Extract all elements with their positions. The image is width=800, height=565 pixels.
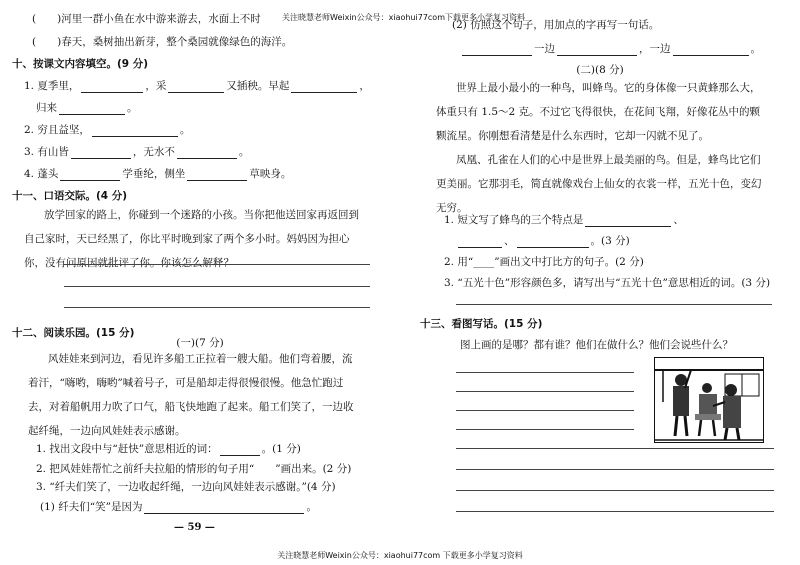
- reading-1-question-2: 2. 把风娃娃帮忙之前纤夫拉船的情形的句子用“ ”画出来。(2 分): [36, 463, 352, 475]
- subsection-1-title: (一)(7 分): [176, 337, 224, 349]
- footer-watermark: 关注晓慧老师Weixin公众号：xiaohui77com 下载更多小学复习资料: [277, 551, 523, 560]
- question-fish: ( )河里一群小鱼在水中游来游去，水面上不时: [32, 13, 261, 25]
- blank[interactable]: [517, 236, 589, 248]
- writing-line[interactable]: [456, 469, 774, 470]
- reading-2-question-2: 2. 用“____”画出文中打比方的句子。(2 分): [444, 256, 644, 268]
- blank[interactable]: [168, 81, 224, 93]
- section-12-title: 十二、阅读乐园。(15 分): [12, 327, 135, 339]
- blank[interactable]: [462, 44, 532, 56]
- answer-line[interactable]: [456, 304, 772, 305]
- fill-4: 4. 蓬头 学垂纶，侧坐 草映身。: [24, 168, 292, 180]
- watermark-top: 关注晓慧老师Weixin公众号：xiaohui77com下载更多小学复习资料: [282, 13, 525, 22]
- reading-2-question-1-cont: 、 。(3 分): [456, 234, 630, 248]
- blank[interactable]: [458, 236, 502, 248]
- writing-line[interactable]: [456, 511, 774, 512]
- section-13-prompt: 图上画的是哪？都有谁？他们在做什么？他们会说些什么？: [460, 339, 733, 351]
- question-spring: ( )春天，桑树抽出新芽，整个桑园就像绿色的海洋。: [32, 36, 293, 48]
- writing-line[interactable]: [456, 490, 774, 491]
- blank[interactable]: [220, 444, 260, 456]
- blank[interactable]: [59, 103, 125, 115]
- blank[interactable]: [673, 44, 749, 56]
- question-2-2: (2) 仿照这个句子，用加点的字再写一句话。: [452, 19, 660, 31]
- right-page: [400, 0, 800, 565]
- blank[interactable]: [557, 44, 637, 56]
- blank[interactable]: [291, 81, 357, 93]
- fill-1-cont: 归来 。: [36, 102, 138, 114]
- blank[interactable]: [71, 147, 131, 159]
- reading-1-question-3-1: (1) 纤夫们“笑”是因为 。: [40, 501, 317, 513]
- bus-scene-illustration: [654, 357, 764, 443]
- blank[interactable]: [60, 169, 120, 181]
- reading-2-question-3: 3. “五光十色”形容颜色多，请写出与“五光十色”意思相近的词。(3 分): [444, 277, 771, 289]
- blank[interactable]: [177, 147, 237, 159]
- writing-line[interactable]: [456, 372, 634, 373]
- fill-1: 1. 夏季里， ，采 又插秧。早起 ，: [24, 80, 370, 92]
- section-10-title: 十、按课文内容填空。(9 分): [12, 58, 149, 70]
- bus-scene-drawing: [655, 358, 763, 442]
- writing-line[interactable]: [456, 391, 634, 392]
- writing-line[interactable]: [456, 429, 634, 430]
- answer-line[interactable]: [64, 264, 370, 265]
- section-11-title: 十一、口语交际。(4 分): [12, 190, 128, 202]
- page-number: — 59 —: [174, 522, 215, 533]
- section-11-text: 放学回家的路上，你碰到一个迷路的小孩。当你把他送回家再返回到自己家时，天已经黑了，你比平时晚到家了两个多小时。妈妈因为担心你，没有问原因就批评了你。你该怎么解释？: [24, 209, 359, 269]
- reading-passage-2-para-2: 凤凰、孔雀在人们的心中是世界上最美丽的鸟。但是，蜂鸟比它们更美丽。它那羽毛，简直就像戏台上仙女的衣裳一样，五光十色，变幻无穷。: [436, 154, 762, 214]
- fill-3: 3. 有山皆 ，无水不 。: [24, 146, 250, 158]
- blank[interactable]: [144, 502, 304, 514]
- fill-2: 2. 穷且益坚， 。: [24, 124, 191, 136]
- yibian-sentence: 一边 ，一边 。: [460, 42, 761, 56]
- blank[interactable]: [81, 81, 143, 93]
- blank[interactable]: [187, 169, 247, 181]
- reading-1-question-1: 1. 找出文段中与“赶快”意思相近的词： 。(1 分): [36, 443, 301, 455]
- answer-line[interactable]: [64, 286, 370, 287]
- section-13-title: 十三、看图写话。(15 分): [420, 318, 543, 330]
- reading-passage-2-para-1: 世界上最小最小的一种鸟，叫蜂鸟。它的身体像一只黄蜂那么大，体重只有 1.5～2 克。不过它飞得很快，在花间飞翔，好像花丛中的颗颗流星。你刚想看清楚是什么东西时，它却一闪就不见了。: [436, 82, 761, 142]
- answer-line[interactable]: [64, 307, 370, 308]
- blank[interactable]: [92, 125, 178, 137]
- writing-line[interactable]: [456, 410, 634, 411]
- blank[interactable]: [585, 215, 671, 227]
- writing-line[interactable]: [456, 448, 774, 449]
- subsection-2-title: (二)(8 分): [576, 64, 624, 76]
- reading-passage-1: 风娃娃来到河边，看见许多船工正拉着一艘大船。他们弯着腰，流着汗，“嗨哟，嗨哟”喊着号子，可是船却走得很慢很慢。他急忙跑过去，对着船帆用力吹了口气，船飞快地跑了起来。船工们笑了，一边收起纤绳，一边向风娃娃表示感谢。: [28, 353, 354, 437]
- reading-1-question-3: 3. “纤夫们笑了，一边收起纤绳，一边向风娃娃表示感谢。”(4 分): [36, 481, 336, 493]
- reading-2-question-1: 1. 短文写了蜂鸟的三个特点是 、: [444, 214, 684, 226]
